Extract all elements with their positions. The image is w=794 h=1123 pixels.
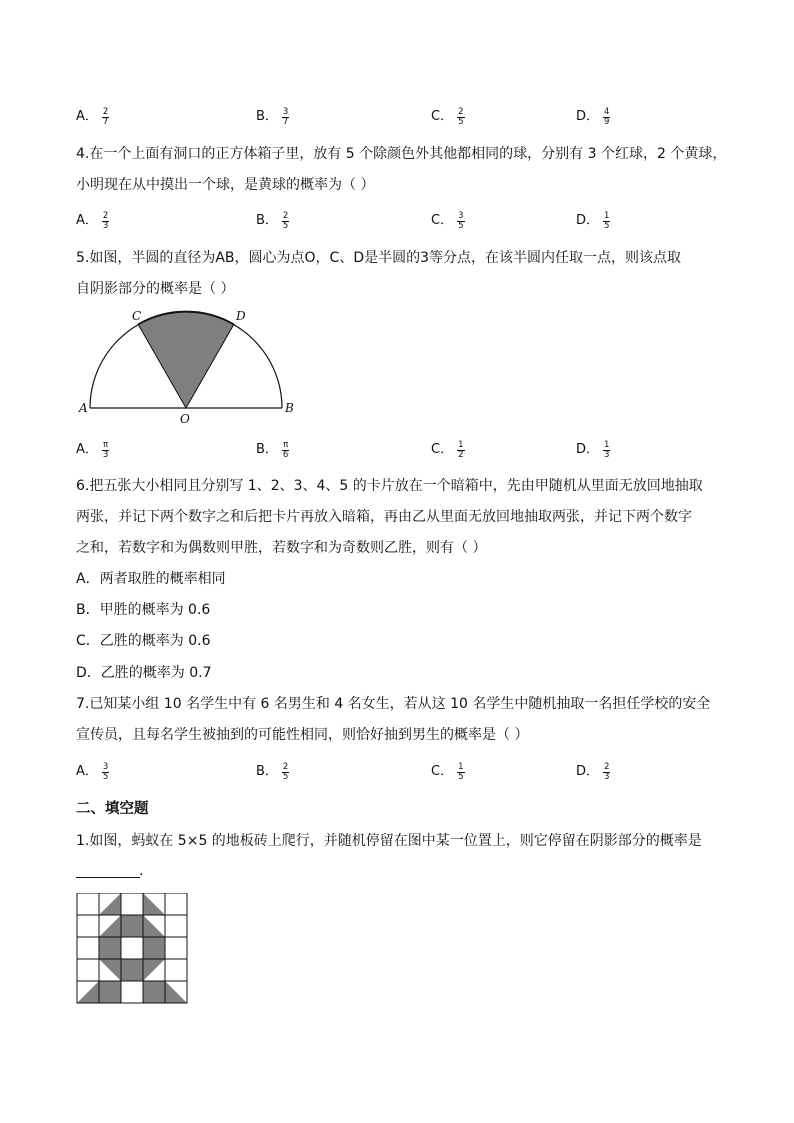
f1-stem-line1: 1.如图，蚂蚁在 5×5 的地板砖上爬行，并随机停留在图中某一位置上，则它停留在阴影部分的概率是 [76,833,702,849]
q7-option-a: A． $\frac{3}{5}$ [76,761,109,782]
q6-stem-line2: 两张，并记下两个数字之和后把卡片再放入暗箱，再由乙从里面无放回地抽取两张，并记下两个数字 [76,509,692,525]
label-d: D [236,309,246,323]
shade-r1-c1 [99,915,121,937]
shade-r0-c3 [143,893,165,915]
tile-grid-figure [76,893,192,1005]
q3-option-b: B． $\frac{3}{7}$ [256,106,289,127]
q5-stem-line2: 自阴影部分的概率是（ ） [76,281,235,297]
shade-r1-c3 [143,915,165,937]
q5-option-b: B． $\frac{\pi}{6}$ [256,439,289,460]
label-b: B [285,401,294,415]
q3-option-a: A． $\frac{2}{7}$ [76,106,109,127]
q6-option-c: C．乙胜的概率为 0.6 [76,633,211,649]
shaded-regions [77,893,187,1003]
section-title: 二、填空题 [76,801,149,817]
shade-r4-c1 [99,981,121,1003]
q4-option-b: B． $\frac{2}{5}$ [256,210,289,231]
q7-option-d: D． $\frac{2}{3}$ [576,761,610,782]
shade-r2-c3 [143,937,165,959]
answer-blank [76,877,140,878]
q7-stem-line2: 宣传员，且每名学生被抽到的可能性相同，则恰好抽到男生的概率是（ ） [76,727,529,743]
q7-option-c: C． $\frac{1}{5}$ [431,761,464,782]
q3-option-c: C． $\frac{2}{5}$ [431,106,464,127]
q6-stem-line3: 之和，若数字和为偶数则甲胜，若数字和为奇数则乙胜，则有（ ） [76,540,487,556]
q4-option-d: D． $\frac{1}{5}$ [576,210,610,231]
q3-option-d: D． $\frac{4}{9}$ [576,106,610,127]
q5-option-a: A． $\frac{\pi}{3}$ [76,439,109,460]
q7-stem-line1: 7.已知某小组 10 名学生中有 6 名男生和 4 名女生，若从这 10 名学生中随机抽取一名担任学校的安全 [76,696,711,712]
label-c: C [132,309,142,323]
q6-option-b: B．甲胜的概率为 0.6 [76,602,211,618]
shade-r4-c3 [143,981,165,1003]
shade-r3-c3 [143,959,165,981]
q4-stem-line1: 4.在一个上面有洞口的正方体箱子里，放有 5 个除颜色外其他都相同的球，分别有 3 个红球，2 个黄球， [76,146,727,162]
q4-stem-line2: 小明现在从中摸出一个球，是黄球的概率为（ ） [76,177,375,193]
label-a: A [79,401,88,415]
shade-r3-c1 [99,959,121,981]
shade-r4-c0 [77,981,99,1003]
q6-option-d: D．乙胜的概率为 0.7 [76,665,212,681]
shade-r2-c1 [99,937,121,959]
shade-r4-c4 [165,981,187,1003]
q7-option-b: B． $\frac{2}{5}$ [256,761,289,782]
q4-option-a: A． $\frac{2}{3}$ [76,210,109,231]
label-o: O [180,412,190,426]
shade-r1-c2 [121,915,143,937]
q5-option-d: D． $\frac{1}{3}$ [576,439,610,460]
semicircle-figure [76,300,306,430]
shaded-sector [138,311,234,408]
shade-r3-c2 [121,959,143,981]
q6-option-a: A．两者取胜的概率相同 [76,571,226,587]
q6-stem-line1: 6.把五张大小相同且分别写 1、2、3、4、5 的卡片放在一个暗箱中，先由甲随机从里面无放回地抽取 [76,478,703,494]
shade-r0-c1 [99,893,121,915]
q5-stem-line1: 5.如图，半圆的直径为AB，圆心为点O，C、D是半圆的3等分点，在该半圆内任取一点，则该点取 [76,250,682,266]
q5-option-c: C． $\frac{1}{2}$ [431,439,464,460]
q4-option-c: C． $\frac{3}{5}$ [431,210,464,231]
f1-stem-end: . [139,863,144,879]
